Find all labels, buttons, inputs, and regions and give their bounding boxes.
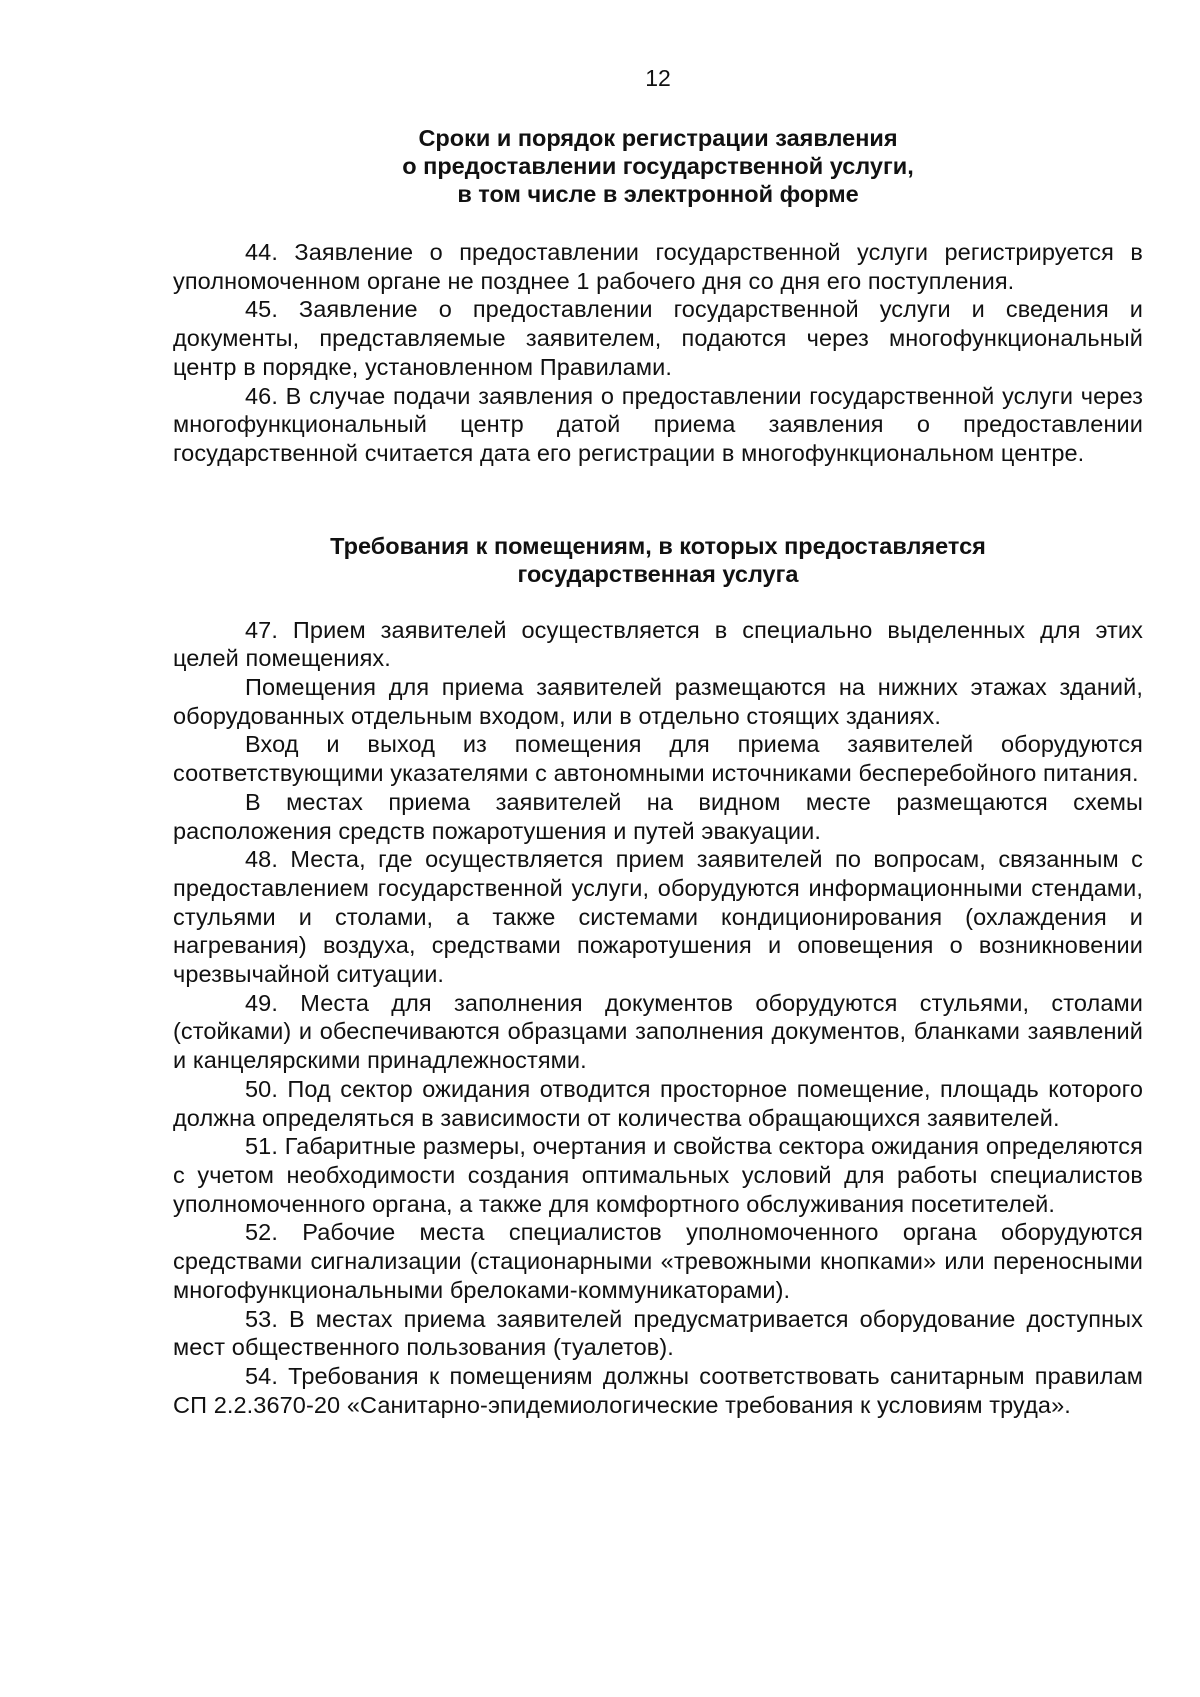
paragraph-46: 46. В случае подачи заявления о предоставлении государственной услуги через многофункциональный центр датой приема заявления о предоставлении государственной считается дата его регистрации в многофункциональном центре. — [173, 382, 1143, 466]
heading-line: в том числе в электронной форме — [457, 181, 859, 207]
paragraph-48: 48. Места, где осуществляется прием заявителей по вопросам, связанным с предоставлением государственной услуги, оборудуются информационными стендами, стульями и столами, а также системами кондиционирования (охлаждения и нагревания) воздуха, средствами пожаротушения и оповещения о возникновении чрезвычайной ситуации. — [173, 846, 1143, 988]
paragraph-52: 52. Рабочие места специалистов уполномоченного органа оборудуются средствами сигнализации (стационарными «тревожными кнопками» или переносными многофункциональными брелоками-коммуникаторами). — [173, 1219, 1143, 1303]
paragraph-47: 47. Прием заявителей осуществляется в специально выделенных для этих целей помещениях. — [173, 616, 1143, 672]
paragraph-54: 54. Требования к помещениям должны соответствовать санитарным правилам СП 2.2.3670-20 «Санитарно-эпидемиологические требования к условиям труда». — [173, 1362, 1143, 1418]
paragraph-44: 44. Заявление о предоставлении государственной услуги регистрируется в уполномоченном органе не позднее 1 рабочего дня со дня его поступления. — [173, 239, 1143, 294]
page-number: 12 — [645, 65, 671, 91]
section-heading-registration — [173, 124, 1143, 208]
paragraph-49: 49. Места для заполнения документов оборудуются стульями, столами (стойками) и обеспечиваются образцами заполнения документов, бланками заявлений и канцелярскими принадлежностями. — [173, 989, 1143, 1074]
heading-line: о предоставлении государственной услуги, — [402, 153, 914, 179]
section-body-premises — [173, 616, 1143, 1420]
paragraph-50: 50. Под сектор ожидания отводится просторное помещение, площадь которого должна определяться в зависимости от количества обращающихся заявителей. — [173, 1075, 1143, 1131]
paragraph-51: 51. Габаритные размеры, очертания и свойства сектора ожидания определяются с учетом необходимости создания оптимальных условий для работы специалистов уполномоченного органа, а также для комфортного обслуживания посетителей. — [173, 1133, 1143, 1217]
paragraph-47-entrance-exit: Вход и выход из помещения для приема заявителей оборудуются соответствующими указателями с автономными источниками бесперебойного питания. — [173, 731, 1143, 787]
heading-line: Сроки и порядок регистрации заявления — [418, 125, 898, 151]
paragraph-53: 53. В местах приема заявителей предусматривается оборудование доступных мест общественного пользования (туалетов). — [173, 1305, 1143, 1361]
paragraph-47-evacuation-schemes: В местах приема заявителей на видном месте размещаются схемы расположения средств пожаротушения и путей эвакуации. — [173, 788, 1143, 844]
document-page — [173, 64, 1143, 1419]
section-body-registration — [173, 238, 1143, 468]
paragraph-47-premises-location: Помещения для приема заявителей размещаются на нижних этажах зданий, оборудованных отдельным входом, или в отдельно стоящих зданиях. — [173, 674, 1143, 729]
section-heading-premises — [173, 532, 1143, 588]
heading-line: Требования к помещениям, в которых предоставляется — [330, 532, 986, 559]
heading-line: государственная услуга — [517, 560, 799, 587]
paragraph-45: 45. Заявление о предоставлении государственной услуги и сведения и документы, представляемые заявителем, подаются через многофункциональный центр в порядке, установленном Правилами. — [173, 296, 1143, 380]
